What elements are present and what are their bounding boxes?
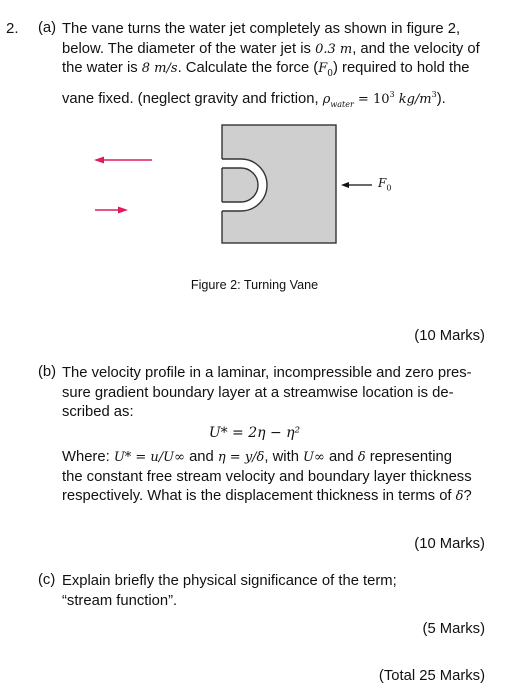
- ustar-definition: U* = u/U∞: [113, 450, 185, 465]
- rho-symbol: ρ: [322, 91, 331, 107]
- eta-definition: η = y/δ: [217, 450, 265, 465]
- figure-caption: Figure 2: Turning Vane: [190, 278, 319, 292]
- part-b-line-5: the constant free stream velocity and boundary layer thickness: [62, 468, 472, 485]
- units-exponent: 3: [431, 89, 437, 99]
- text-span: ?: [463, 488, 472, 505]
- part-b-line-3: scribed as:: [62, 404, 134, 421]
- diameter-value: 0.3 m: [315, 41, 353, 57]
- text-span: , and the velocity of: [352, 40, 480, 57]
- velocity-profile-equation: U* = 2η − η²: [208, 425, 301, 441]
- uinf-symbol: U∞: [303, 450, 325, 465]
- part-b-definitions: [62, 448, 492, 507]
- text-span: . Calculate the force (: [177, 60, 319, 77]
- part-b-line-4: [62, 448, 492, 468]
- part-c-text: [62, 572, 492, 611]
- text-span: the water is: [62, 60, 142, 77]
- part-c-line-2: “stream function”.: [62, 592, 178, 609]
- force-label-subscript: 0: [386, 183, 392, 193]
- velocity-value: 8 m/s: [141, 61, 178, 77]
- text-span: and: [184, 449, 218, 465]
- marks-a: (10 Marks): [414, 328, 485, 344]
- marks-c: (5 Marks): [422, 621, 485, 637]
- force-label-symbol: F: [378, 176, 387, 190]
- delta-symbol: δ: [357, 450, 366, 465]
- text-span: respectively. What is the displacement thickness in terms of: [62, 488, 456, 505]
- delta-symbol: δ: [455, 489, 464, 505]
- text-span: Where:: [62, 449, 114, 465]
- force-arrow: [341, 182, 372, 188]
- force-label: [378, 176, 391, 192]
- text-span: ).: [436, 90, 446, 107]
- rho-units: kg/m: [394, 91, 432, 107]
- question-number: 2.: [6, 20, 19, 37]
- part-b-line-6: [62, 487, 492, 507]
- marks-b: (10 Marks): [414, 536, 485, 552]
- part-c-label: (c): [38, 572, 56, 588]
- force-symbol: F: [318, 61, 328, 77]
- text-span: and: [324, 449, 358, 465]
- part-a-line-1: The vane turns the water jet completely as shown in figure 2,: [62, 21, 461, 37]
- rho-equals: = 10: [353, 91, 390, 107]
- part-a-label: (a): [38, 20, 57, 36]
- part-b-text: [62, 364, 492, 423]
- rho-exponent: 3: [389, 89, 395, 99]
- force-subscript: 0: [327, 69, 333, 80]
- vane-block: [222, 125, 336, 243]
- text-span: representing: [365, 449, 452, 465]
- part-c-line-1: Explain briefly the physical significance of the term;: [62, 573, 397, 589]
- text-span: vane fixed. (neglect gravity and friction,: [62, 90, 323, 107]
- part-b-label: (b): [38, 364, 57, 380]
- text-span: ) required to hold the: [332, 60, 470, 77]
- total-marks: (Total 25 Marks): [378, 668, 485, 684]
- part-b-line-1: The velocity profile in a laminar, incompressible and zero pres-: [62, 365, 472, 381]
- part-b-line-2: sure gradient boundary layer at a streamwise location is de-: [62, 384, 454, 401]
- text-span: below. The diameter of the water jet is: [62, 40, 316, 57]
- rho-subscript: water: [330, 99, 354, 109]
- text-span: , with: [264, 449, 304, 465]
